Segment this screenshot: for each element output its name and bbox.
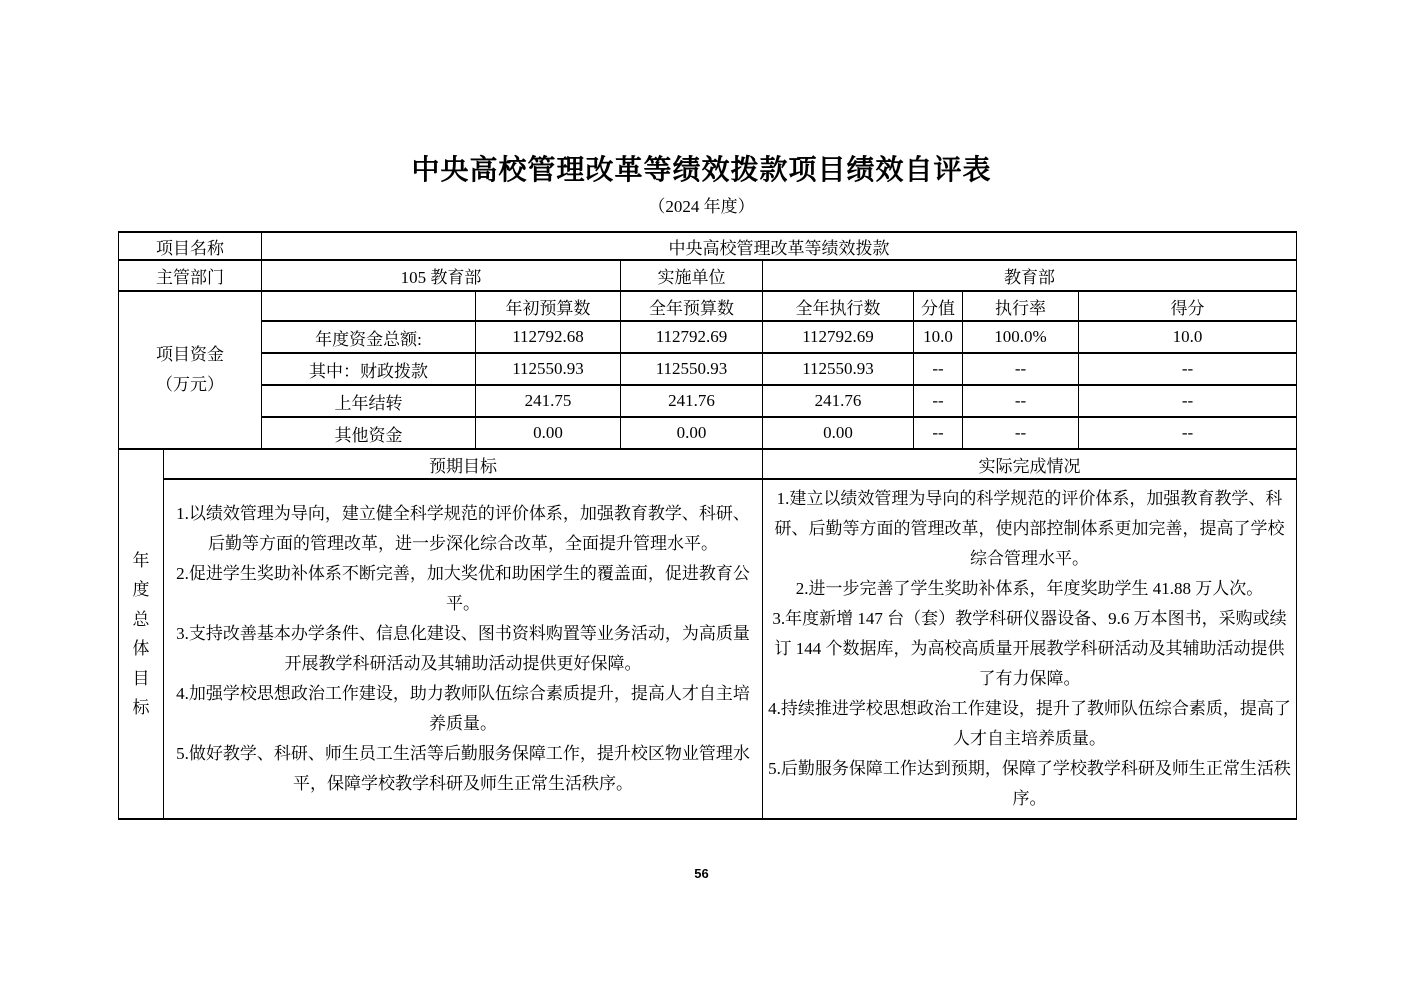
expected-goal-item: 3.支持改善基本办学条件、信息化建设、图书资料购置等业务活动，为高质量开展教学科研活动及其辅助活动提供更好保障。 — [176, 624, 750, 673]
funding-header-empty — [262, 291, 476, 321]
funding-section-label — [119, 291, 262, 449]
funding-cell-annual: 112550.93 — [621, 353, 763, 385]
funding-cell-initial: 241.75 — [476, 385, 621, 417]
funding-row-label-fiscal: 其中：财政拨款 — [262, 353, 476, 385]
table-row — [119, 449, 1297, 479]
funding-cell-annual: 241.76 — [621, 385, 763, 417]
actual-completion-header: 实际完成情况 — [763, 449, 1297, 479]
page-number: 56 — [694, 866, 709, 881]
table-row — [119, 260, 1297, 291]
annual-goals-label-char: 体 — [132, 639, 150, 658]
funding-cell-executed: 0.00 — [763, 417, 914, 449]
funding-cell-weight: 10.0 — [914, 321, 963, 353]
funding-cell-executed: 112550.93 — [763, 353, 914, 385]
funding-cell-executed: 241.76 — [763, 385, 914, 417]
funding-header-annual-budget: 全年预算数 — [621, 291, 763, 321]
funding-cell-score: -- — [1079, 385, 1297, 417]
funding-section-label-line2: （万元） — [156, 375, 224, 394]
page-subtitle: （2024 年度） — [648, 197, 755, 216]
funding-cell-initial: 112550.93 — [476, 353, 621, 385]
funding-cell-rate: -- — [963, 353, 1079, 385]
funding-header-initial-budget: 年初预算数 — [476, 291, 621, 321]
table-row — [119, 417, 1297, 449]
funding-cell-rate: -- — [963, 385, 1079, 417]
expected-goals-text — [164, 479, 763, 819]
funding-cell-score: -- — [1079, 353, 1297, 385]
funding-header-rate: 执行率 — [963, 291, 1079, 321]
funding-cell-score: -- — [1079, 417, 1297, 449]
funding-cell-initial: 112792.68 — [476, 321, 621, 353]
expected-goal-item: 1.以绩效管理为导向，建立健全科学规范的评价体系，加强教育教学、科研、后勤等方面的管理改革，进一步深化综合改革，全面提升管理水平。 — [176, 504, 750, 553]
annual-goals-label-char: 目 — [132, 668, 150, 688]
actual-completion-item: 1.建立以绩效管理为导向的科学规范的评价体系，加强教育教学、科研、后勤等方面的管理改革，使内部控制体系更加完善，提高了学校综合管理水平。 — [774, 489, 1285, 568]
funding-row-label-carryover: 上年结转 — [262, 385, 476, 417]
project-name-value: 中央高校管理改革等绩效拨款 — [262, 232, 1297, 260]
actual-completion-item: 4.持续推进学校思想政治工作建设，提升了教师队伍综合素质，提高了人才自主培养质量。 — [768, 699, 1291, 748]
dept-label: 主管部门 — [119, 260, 262, 291]
expected-goal-item: 2.促进学生奖助补体系不断完善，加大奖优和助困学生的覆盖面，促进教育公平。 — [176, 564, 750, 613]
annual-goals-label-char: 度 — [132, 580, 150, 599]
funding-cell-executed: 112792.69 — [763, 321, 914, 353]
funding-cell-rate: -- — [963, 417, 1079, 449]
annual-goals-label-char: 标 — [132, 698, 150, 717]
funding-section-label-line1: 项目资金 — [156, 345, 224, 364]
funding-row-label-total: 年度资金总额: — [262, 321, 476, 353]
actual-completion-item: 2.进一步完善了学生奖助补体系，年度奖助学生 41.88 万人次。 — [795, 579, 1264, 598]
dept-value: 105 教育部 — [262, 260, 621, 291]
table-row — [119, 232, 1297, 260]
actual-completion-item: 3.年度新增 147 台（套）教学科研仪器设备、9.6 万本图书，采购或续订 144 个数据库，为高校高质量开展教学科研活动及其辅助活动提供了有力保障。 — [772, 609, 1287, 688]
annual-goals-label-char: 年 — [132, 550, 150, 570]
table-row — [119, 479, 1297, 819]
expected-goal-item: 5.做好教学、科研、师生员工生活等后勤服务保障工作，提升校区物业管理水平，保障学校教学科研及师生正常生活秩序。 — [176, 744, 750, 793]
funding-cell-annual: 0.00 — [621, 417, 763, 449]
funding-row-label-other: 其他资金 — [262, 417, 476, 449]
expected-goals-header: 预期目标 — [164, 449, 763, 479]
annual-goals-label-char: 总 — [132, 609, 150, 629]
table-row — [119, 321, 1297, 353]
funding-cell-score: 10.0 — [1079, 321, 1297, 353]
funding-header-weight: 分值 — [914, 291, 963, 321]
funding-cell-rate: 100.0% — [963, 321, 1079, 353]
page-title: 中央高校管理改革等绩效拨款项目绩效自评表 — [411, 155, 992, 186]
funding-cell-annual: 112792.69 — [621, 321, 763, 353]
actual-completion-item: 5.后勤服务保障工作达到预期，保障了学校教学科研及师生正常生活秩序。 — [768, 759, 1291, 808]
impl-unit-label: 实施单位 — [621, 260, 763, 291]
self-evaluation-table — [118, 231, 1297, 820]
actual-completion-text — [763, 479, 1297, 819]
table-row — [119, 385, 1297, 417]
table-row — [119, 291, 1297, 321]
project-name-label: 项目名称 — [119, 232, 262, 260]
funding-header-executed: 全年执行数 — [763, 291, 914, 321]
funding-cell-weight: -- — [914, 385, 963, 417]
funding-cell-initial: 0.00 — [476, 417, 621, 449]
annual-goals-section-label — [119, 449, 164, 819]
funding-cell-weight: -- — [914, 417, 963, 449]
impl-unit-value: 教育部 — [763, 260, 1297, 291]
table-row — [119, 353, 1297, 385]
expected-goal-item: 4.加强学校思想政治工作建设，助力教师队伍综合素质提升，提高人才自主培养质量。 — [176, 684, 750, 733]
funding-cell-weight: -- — [914, 353, 963, 385]
funding-header-score: 得分 — [1079, 291, 1297, 321]
